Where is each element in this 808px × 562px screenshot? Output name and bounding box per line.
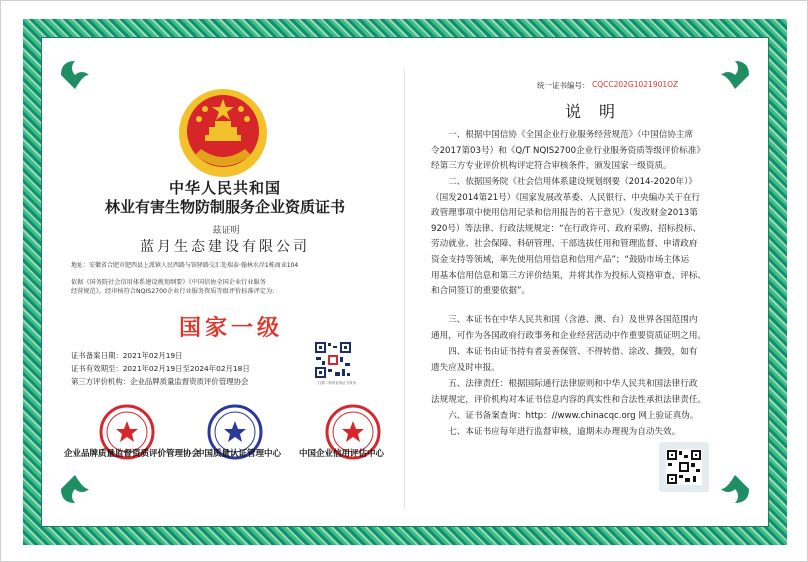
paragraph-line: （国发2014第21号）《国家发展改革委、人民银行、中央编办关于在行 [431,192,701,203]
evaluation-basis [71,278,391,296]
paragraph-line: 令2017第03号）和《Q/T NQIS2700企业行业服务资质等级评价标准》 [431,145,705,156]
paragraph-line: 三、本证书在中华人民共和国（含港、澳、台）及世界各国范围内 [431,315,698,325]
paragraph-line: 五、法律责任：根据国际通行法律原则和中华人民共和国法律行政 [431,379,698,389]
explanation-paragraph-6 [431,409,765,425]
paragraph-line: 二、依据国务院《社会信用体系建设规划纲要（2014-2020年）》 [431,177,697,187]
explanation-paragraph-2 [431,175,765,300]
evaluation-basis-line: 经营规范》，经审核符合NQIS2700企业行业服务资质等级评价标准评定为: [71,288,275,295]
paragraph-line: 法规规定，评价机构对本证书信息内容的真实性和合法性承担法律责任。 [431,394,707,405]
validity-period: 证书有效期至：2021年02月19日至2024年02月18日 [71,363,250,373]
certificate-title-country: 中华人民共和国 [168,179,281,197]
attest-label: 兹证明 [212,226,240,236]
explanation-paragraph-7 [431,425,765,441]
company-address: 地址：安徽省合肥市肥西县上派镇人民西路与馆驿路交汇处瑞泰·翰林水岸1栋商业104 [71,262,299,269]
seal-label: 中国企业信用评估中心 [299,449,385,459]
explanation-paragraph-5 [431,377,765,408]
qualification-grade: 国家一级 [178,316,283,341]
qr-caption: 扫描二维码查询证书真伪 [317,381,357,385]
cert-number-label: 统一证书编号： [537,81,590,90]
paragraph-line: 用基本信用信息和第三方评价结果，并将其作为投标人资格审查、评标、 [431,270,707,281]
paragraph-line: 六、证书备案查询：http：//www.chinacqc.org 网上验证真伪。 [431,411,699,421]
corner-ornament-icon [717,471,753,507]
paragraph-line: 四、本证书由证书持有者妥善保管、不得转借、涂改、撕毁，如有 [431,347,698,357]
corner-ornament-icon [717,57,753,93]
paragraph-line: 七、本证书应每年进行监督审核，逾期未办理视为自动失效。 [431,427,681,437]
company-name: 蓝月生态建设有限公司 [140,239,310,255]
paragraph-line: 经第三方专业评价机构评定符合审核条件，颁发国家一级资质。 [431,161,672,172]
national-emblem-icon [175,85,271,181]
explanation-paragraph-3 [431,313,765,344]
paragraph-line: 一、根据中国信协《全国企业行业服务经营规范》（中国信协主席 [431,130,694,140]
explanation-paragraph-1 [431,128,765,175]
record-date: 证书备案日期：2021年02月19日 [71,351,183,360]
paragraph-line: 劳动就业、社会保障、科研管理、干部选拔任用和管理监督、申请政府 [431,239,698,250]
qr-code-icon[interactable] [314,341,352,379]
paragraph-line: 遗失应及时申报。 [431,362,500,373]
paragraph-line: 920号）等法律、行政法规规定：“在行政许可、政府采购、招标投标、 [431,223,702,234]
third-party-evaluator: 第三方评价机构：企业品牌质量监督资质评价管理协会 [71,376,249,386]
explanation-heading: 说明 [564,102,633,121]
column-divider [404,69,405,509]
corner-ornament-icon [57,57,93,93]
explanation-paragraph-4 [431,345,765,376]
paragraph-line: 资金支持等领域，率先使用信用信息和信用产品”；“鼓励市场主体运 [431,254,690,265]
paragraph-line: 和合同签订的重要依据”。 [431,286,530,297]
paragraph-line: 通用，可作为各国政府行政事务和企业经营活动中作重要资质证明之用。 [431,330,707,341]
seal-label: 企业品牌质量监督资质评价管理协会 [64,449,201,459]
qr-code-icon[interactable] [666,449,702,485]
paragraph-line: 政管理事项中使用信用记录和信用报告的若干意见》（发改财金2013第 [431,208,698,219]
certificate-title: 林业有害生物防制服务企业资质证书 [104,198,345,216]
seal-label: 中国质量认证管理中心 [196,449,282,459]
corner-ornament-icon [57,471,93,507]
certificate-dates [71,350,301,388]
cert-number: CQCC202G1021901OZ [592,80,679,89]
evaluation-basis-line: 依据《国务院社会信用体系建设规划纲要》《中国信协全国企业行业服务 [71,279,266,286]
